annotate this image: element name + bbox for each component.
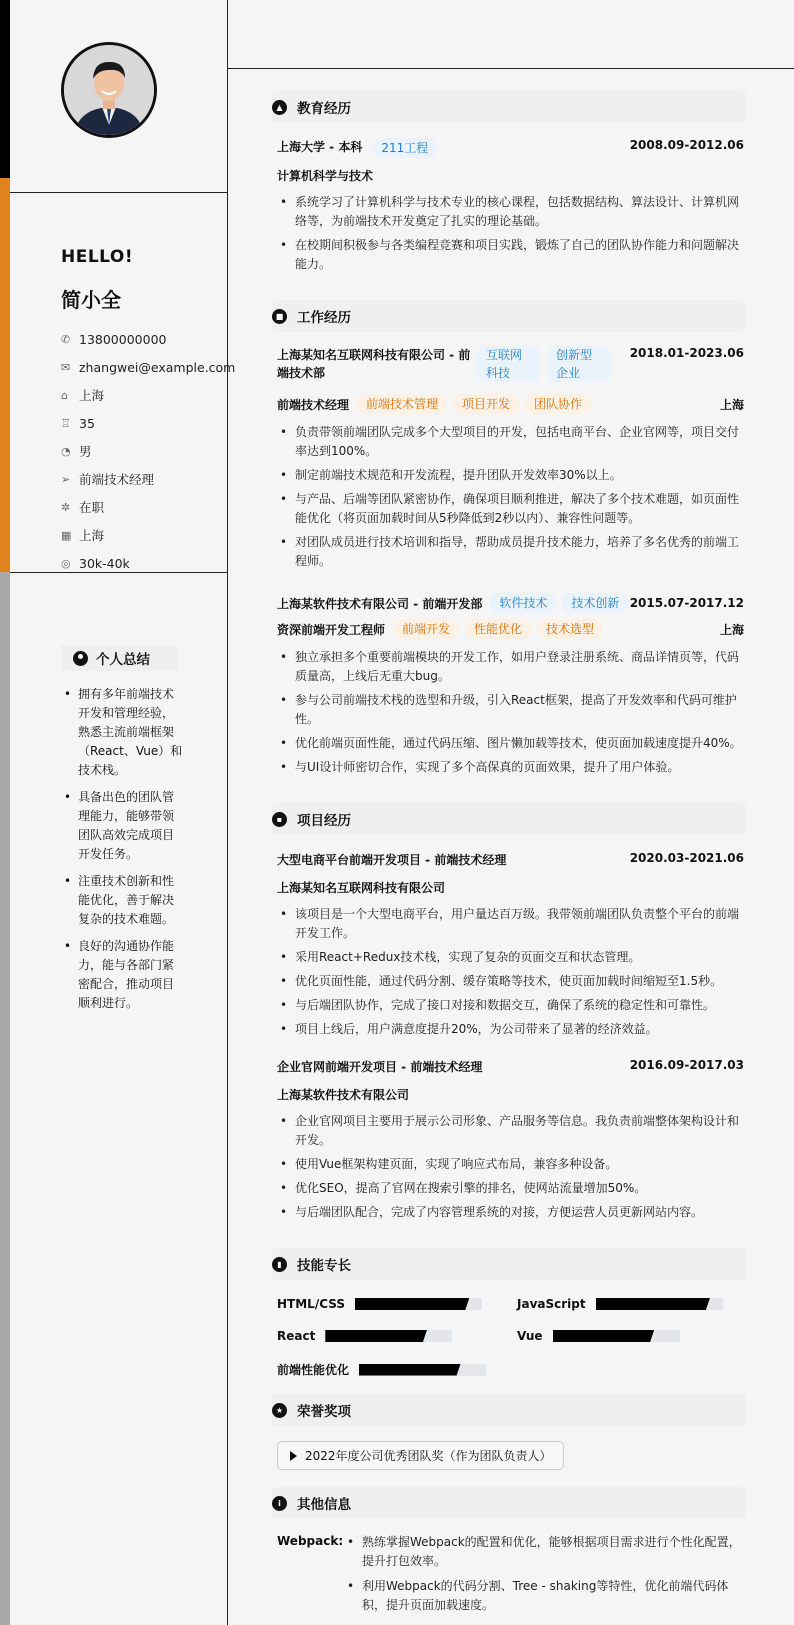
role-title: 前端技术经理 bbox=[277, 397, 350, 412]
skill-bar bbox=[359, 1364, 486, 1376]
divider bbox=[228, 68, 794, 69]
project-date: 2020.03-2021.06 bbox=[629, 851, 744, 865]
skill-bar-fill bbox=[553, 1330, 655, 1342]
education-bullets bbox=[277, 193, 744, 279]
age-icon: ♖ bbox=[61, 416, 71, 430]
company-tag: 软件技术 bbox=[490, 593, 556, 613]
major: 计算机科学与技术 bbox=[277, 169, 374, 183]
phone-icon: ✆ bbox=[61, 332, 71, 346]
divider bbox=[10, 192, 228, 193]
skills-heading: ▮ 技能专长 bbox=[272, 1248, 746, 1280]
skill-react: React bbox=[277, 1329, 452, 1343]
other-heading: i 其他信息 bbox=[272, 1487, 746, 1519]
education-heading: ▲ 教育经历 bbox=[272, 91, 746, 123]
job-location: 上海 bbox=[719, 397, 744, 412]
role-tag: 技术选型 bbox=[537, 619, 603, 639]
contact-position: ➢ 前端技术经理 bbox=[61, 472, 155, 487]
job-bullets bbox=[277, 648, 744, 782]
school-name: 上海大学 - 本科 bbox=[277, 140, 363, 154]
company-tag: 创新型企业 bbox=[547, 346, 611, 382]
project-bullets bbox=[277, 905, 744, 1044]
role-tag: 前端技术管理 bbox=[357, 394, 447, 414]
project-date: 2016.09-2017.03 bbox=[629, 1058, 744, 1072]
role-tag: 项目开发 bbox=[453, 394, 519, 414]
other-bullets bbox=[344, 1533, 744, 1621]
role-row bbox=[277, 619, 744, 639]
skill-bar-fill bbox=[325, 1330, 427, 1342]
caret-right-icon bbox=[290, 1451, 297, 1461]
gender-icon: ◔ bbox=[61, 444, 71, 458]
company-tag: 技术创新 bbox=[562, 593, 628, 613]
list-item: • 使用Vue框架构建页面，实现了响应式布局，兼容多种设备。 bbox=[277, 1155, 744, 1174]
education-row bbox=[277, 138, 744, 158]
list-item: • 参与公司前端技术栈的选型和升级，引入React框架，提高了开发效率和代码可维护性。 bbox=[277, 691, 744, 729]
contact-home: ⌂ 上海 bbox=[61, 388, 105, 403]
skill-vue: Vue bbox=[517, 1329, 680, 1343]
role-tag: 性能优化 bbox=[465, 619, 531, 639]
stripe-black bbox=[0, 0, 10, 178]
award-item[interactable]: 2022年度公司优秀团队奖（作为团队负责人） bbox=[277, 1441, 564, 1470]
skill-javascript: JavaScript bbox=[517, 1297, 723, 1311]
skill-bar bbox=[596, 1298, 723, 1310]
list-item: • 采用React+Redux技术栈，实现了复杂的页面交互和状态管理。 bbox=[277, 948, 744, 967]
project-company: 上海某软件技术有限公司 bbox=[277, 1088, 410, 1102]
education-date: 2008.09-2012.06 bbox=[629, 138, 744, 152]
project-name: 企业官网前端开发项目 - 前端技术经理 bbox=[277, 1060, 483, 1074]
list-item: • 项目上线后，用户满意度提升20%，为公司带来了显著的经济效益。 bbox=[277, 1020, 744, 1039]
skill-html-css: HTML/CSS bbox=[277, 1297, 482, 1311]
contact-phone: ✆ 13800000000 bbox=[61, 331, 167, 347]
skill-bar bbox=[355, 1298, 482, 1310]
role-row bbox=[277, 394, 744, 414]
mail-icon: ✉ bbox=[61, 360, 71, 374]
graduation-cap-icon: ▲ bbox=[272, 100, 287, 115]
company-name: 上海某软件技术有限公司 - 前端开发部 bbox=[277, 596, 483, 611]
work-heading: ■ 工作经历 bbox=[272, 300, 746, 332]
job-row bbox=[277, 593, 744, 613]
list-item: • 具备出色的团队管理能力，能够带领团队高效完成项目开发任务。 bbox=[61, 788, 183, 864]
list-item: • 利用Webpack的代码分割、Tree - shaking等特性，优化前端代码体积，提升页面加载速度。 bbox=[344, 1577, 744, 1615]
role-title: 资深前端开发工程师 bbox=[277, 622, 386, 637]
home-icon: ⌂ bbox=[61, 388, 68, 402]
project-name: 大型电商平台前端开发项目 - 前端技术经理 bbox=[277, 853, 507, 867]
awards-heading: ★ 荣誉奖项 bbox=[272, 1394, 746, 1426]
job-location: 上海 bbox=[719, 622, 744, 637]
trophy-icon: ★ bbox=[272, 1403, 287, 1418]
skill-bar bbox=[325, 1330, 452, 1342]
sidebar bbox=[10, 0, 236, 1625]
color-stripe bbox=[0, 0, 10, 1625]
grid-icon: ▪ bbox=[272, 812, 287, 827]
list-item: • 该项目是一个大型电商平台，用户量达百万级。我带领前端团队负责整个平台的前端开发工作。 bbox=[277, 905, 744, 943]
job-bullets bbox=[277, 423, 744, 576]
bar-chart-icon: ▮ bbox=[272, 1257, 287, 1272]
list-item: • 在校期间积极参与各类编程竞赛和项目实践，锻炼了自己的团队协作能力和问题解决能力。 bbox=[277, 236, 744, 274]
contact-salary: ◎ 30k-40k bbox=[61, 555, 130, 571]
candidate-name: 简小全 bbox=[61, 288, 121, 312]
list-item: • 与产品、后端等团队紧密协作，确保项目顺利推进，解决了多个技术难题，如页面性能优化（将页面加载时间从5秒降低到2秒以内）、兼容性问题等。 bbox=[277, 490, 744, 528]
list-item: • 独立承担多个重要前端模块的开发工作，如用户登录注册系统、商品详情页等，代码质量高，上线后无重大bug。 bbox=[277, 648, 744, 686]
project-bullets bbox=[277, 1112, 744, 1227]
divider bbox=[10, 572, 228, 573]
hello-heading: HELLO! bbox=[61, 247, 134, 267]
list-item: • 系统学习了计算机科学与技术专业的核心课程，包括数据结构、算法设计、计算机网络等，为前端技术开发奠定了扎实的理论基础。 bbox=[277, 193, 744, 231]
project-row bbox=[277, 851, 744, 868]
status-icon: ✲ bbox=[61, 500, 71, 514]
skill-bar-fill bbox=[359, 1364, 461, 1376]
project-row bbox=[277, 1058, 744, 1075]
skill-bar bbox=[553, 1330, 680, 1342]
contact-list bbox=[61, 325, 235, 577]
skill-bar-fill bbox=[596, 1298, 710, 1310]
building-icon: ▦ bbox=[61, 528, 72, 542]
list-item: • 良好的沟通协作能力，能与各部门紧密配合，推动项目顺利进行。 bbox=[61, 937, 183, 1013]
company-tag: 互联网科技 bbox=[477, 346, 541, 382]
contact-city: ▦ 上海 bbox=[61, 528, 105, 543]
projects-heading: ▪ 项目经历 bbox=[272, 803, 746, 835]
stripe-orange bbox=[0, 178, 10, 572]
contact-gender: ◔ 男 bbox=[61, 444, 92, 459]
skill-performance: 前端性能优化 bbox=[277, 1361, 486, 1378]
list-item: • 拥有多年前端技术开发和管理经验，熟悉主流前端框架（React、Vue）和技术栈。 bbox=[61, 685, 183, 780]
job-date: 2015.07-2017.12 bbox=[629, 596, 744, 610]
contact-email[interactable]: ✉ zhangwei@example.com bbox=[61, 359, 236, 375]
list-item: • 与后端团队配合，完成了内容管理系统的对接，方便运营人员更新网站内容。 bbox=[277, 1203, 744, 1222]
summary-list bbox=[61, 685, 183, 1021]
contact-age: ♖ 35 bbox=[61, 415, 95, 431]
other-label: Webpack: bbox=[277, 1534, 344, 1548]
salary-icon: ◎ bbox=[61, 556, 71, 570]
list-item: • 企业官网项目主要用于展示公司形象、产品服务等信息。我负责前端整体架构设计和开发。 bbox=[277, 1112, 744, 1150]
summary-heading: 个人总结 bbox=[61, 645, 178, 671]
project-company: 上海某知名互联网科技有限公司 bbox=[277, 881, 446, 895]
job-row bbox=[277, 346, 744, 382]
avatar bbox=[61, 42, 157, 138]
skill-bar-fill bbox=[355, 1298, 469, 1310]
list-item: • 负责带领前端团队完成多个大型项目的开发，包括电商平台、企业官网等，项目交付率达到100%。 bbox=[277, 423, 744, 461]
list-item: • 与UI设计师密切合作，实现了多个高保真的页面效果，提升了用户体验。 bbox=[277, 758, 744, 777]
school-tag: 211工程 bbox=[372, 138, 437, 158]
briefcase-icon: ■ bbox=[272, 309, 287, 324]
list-item: • 优化页面性能，通过代码分割、缓存策略等技术，使页面加载时间缩短至1.5秒。 bbox=[277, 972, 744, 991]
list-item: • 优化前端页面性能，通过代码压缩、图片懒加载等技术，使页面加载速度提升40%。 bbox=[277, 734, 744, 753]
list-item: • 对团队成员进行技术培训和指导，帮助成员提升技术能力，培养了多名优秀的前端工程师。 bbox=[277, 533, 744, 571]
list-item: • 制定前端技术规范和开发流程，提升团队开发效率30%以上。 bbox=[277, 466, 744, 485]
user-icon bbox=[73, 651, 88, 666]
list-item: • 熟练掌握Webpack的配置和优化，能够根据项目需求进行个性化配置，提升打包效率。 bbox=[344, 1533, 744, 1571]
stripe-gray bbox=[0, 572, 10, 1625]
list-item: • 注重技术创新和性能优化，善于解决复杂的技术难题。 bbox=[61, 872, 183, 929]
contact-status: ✲ 在职 bbox=[61, 500, 105, 515]
role-tag: 团队协作 bbox=[525, 394, 591, 414]
company-name: 上海某知名互联网科技有限公司 - 前 端技术部 bbox=[277, 348, 471, 380]
role-tag: 前端开发 bbox=[393, 619, 459, 639]
list-item: • 与后端团队协作，完成了接口对接和数据交互，确保了系统的稳定性和可靠性。 bbox=[277, 996, 744, 1015]
info-icon: i bbox=[272, 1496, 287, 1511]
job-date: 2018.01-2023.06 bbox=[629, 346, 744, 360]
send-icon: ➢ bbox=[61, 472, 71, 486]
list-item: • 优化SEO，提高了官网在搜索引擎的排名，使网站流量增加50%。 bbox=[277, 1179, 744, 1198]
